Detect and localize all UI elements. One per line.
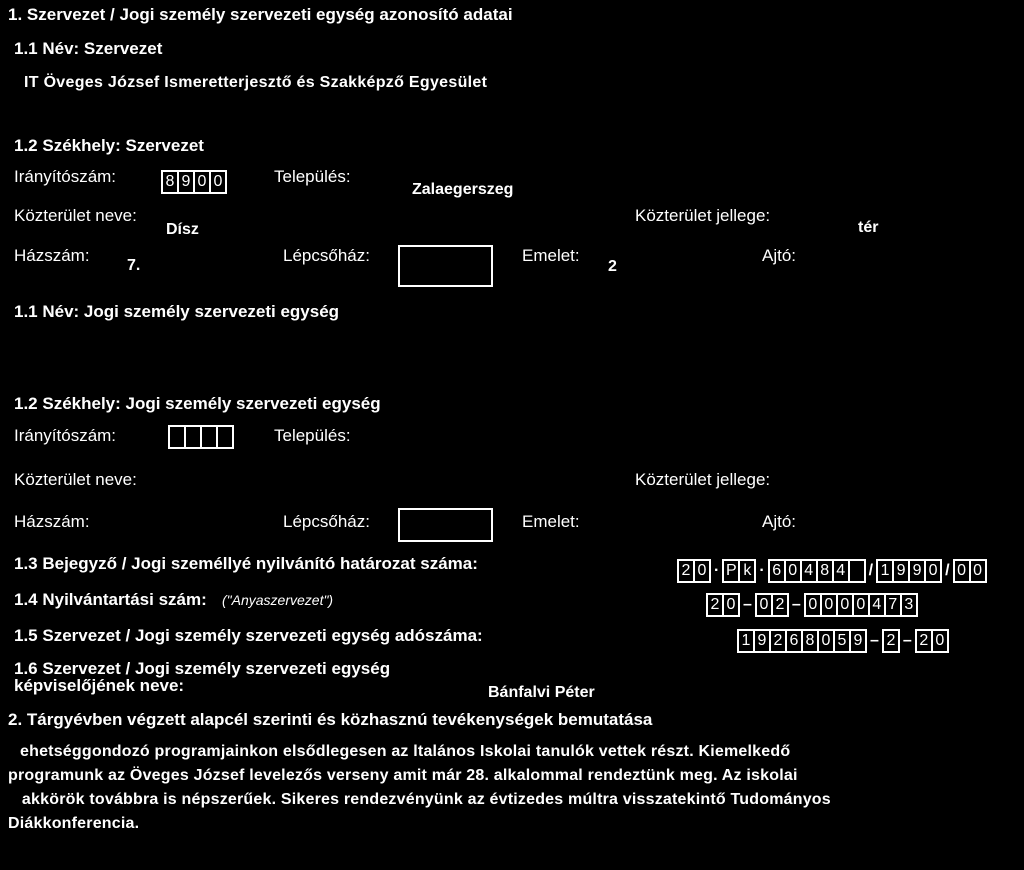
zip-digit-cell: 0 [193, 170, 211, 194]
org-house-number-label: Házszám: [14, 246, 90, 265]
code-cell: 6 [768, 559, 786, 583]
paragraph-line: akkörök továbbra is népszerűek. Sikeres rendezvényünk az évtizedes múltra visszatekintő Tudományos [8, 791, 831, 808]
representative-label-line1: 1.6 Szervezet / Jogi személy szervezeti egység [14, 659, 391, 678]
unit-name-heading: 1.1 Név: Jogi személy szervezeti egység [14, 302, 340, 321]
code-cell: 0 [804, 593, 822, 617]
paragraph-line: ehetséggondozó programjainkon elsődlegesen az ltalános Iskolai tanulók vettek részt. Kiemelkedő [20, 743, 791, 760]
code-cell: 4 [832, 559, 850, 583]
tax-number-label: 1.5 Szervezet / Jogi személy szervezeti egység adószáma: [14, 626, 483, 645]
org-street-name-label: Közterület neve: [14, 206, 137, 225]
code-cell: 3 [900, 593, 918, 617]
unit-zip-label: Irányítószám: [14, 426, 117, 445]
code-cell: 9 [753, 629, 771, 653]
org-street-type-value: tér [858, 219, 879, 236]
code-cell: 8 [816, 559, 834, 583]
code-cell: 0 [693, 559, 711, 583]
code-cell: 2 [882, 629, 900, 653]
code-cell: 0 [820, 593, 838, 617]
unit-house-number-label: Házszám: [14, 512, 90, 531]
code-cell: P [722, 559, 740, 583]
separator: / [868, 562, 874, 579]
separator: – [743, 596, 752, 613]
code-cell: 2 [771, 593, 789, 617]
separator: – [902, 632, 912, 649]
code-cell: 5 [833, 629, 851, 653]
code-cell: 4 [800, 559, 818, 583]
code-cell: 0 [931, 629, 949, 653]
code-cell: 7 [884, 593, 902, 617]
org-zip-label: Irányítószám: [14, 167, 117, 186]
registry-number-cells [706, 593, 918, 617]
separator: – [791, 596, 801, 613]
code-cell: 0 [836, 593, 854, 617]
unit-street-name-label: Közterület neve: [14, 470, 137, 489]
zip-digit-cell: 9 [177, 170, 195, 194]
code-cell: 0 [722, 593, 740, 617]
org-zip-cells [161, 170, 227, 194]
code-cell: 9 [849, 629, 867, 653]
code-cell: 0 [755, 593, 773, 617]
code-cell: 9 [908, 559, 926, 583]
code-cell: 9 [892, 559, 910, 583]
code-cell: 0 [817, 629, 835, 653]
tax-number-cells [737, 629, 949, 653]
zip-digit-cell: 8 [161, 170, 179, 194]
org-floor-label: Emelet: [522, 246, 580, 265]
code-cell: 6 [785, 629, 803, 653]
code-cell: 1 [876, 559, 894, 583]
separator: – [870, 632, 879, 649]
separator: / [945, 562, 950, 579]
zip-digit-cell [216, 425, 234, 449]
unit-staircase-box [398, 508, 493, 542]
code-cell: 2 [677, 559, 695, 583]
section-1-title: 1. Szervezet / Jogi személy szervezeti egység azonosító adatai [8, 5, 513, 24]
unit-staircase-label: Lépcsőház: [283, 512, 370, 531]
section-2-title: 2. Tárgyévben végzett alapcél szerinti és közhasznú tevékenységek bemutatása [8, 710, 653, 729]
code-cell: 4 [868, 593, 886, 617]
registry-number-label: 1.4 Nyilvántartási szám: [14, 590, 207, 609]
code-cell: 0 [924, 559, 942, 583]
unit-floor-label: Emelet: [522, 512, 580, 531]
unit-zip-cells [168, 425, 234, 449]
paragraph-line: Diákkonferencia. [8, 815, 140, 832]
code-cell: 2 [706, 593, 724, 617]
paragraph-line: programunk az Öveges József levelezős verseny amit már 28. alkalommal rendeztünk meg. Az iskolai [8, 767, 798, 784]
org-street-name-value: Dísz [166, 221, 199, 238]
representative-label-line2: képviselőjének neve: [14, 676, 185, 695]
representative-name: Bánfalvi Péter [488, 684, 595, 701]
org-name-heading: 1.1 Név: Szervezet [14, 39, 163, 58]
code-cell: 0 [784, 559, 802, 583]
unit-street-type-label: Közterület jellege: [635, 470, 771, 489]
org-door-label: Ajtó: [762, 246, 797, 265]
org-floor-value: 2 [608, 258, 617, 275]
org-street-type-label: Közterület jellege: [635, 206, 771, 225]
zip-digit-cell: 0 [209, 170, 227, 194]
code-cell: 1 [737, 629, 755, 653]
org-staircase-box [398, 245, 493, 287]
separator: · [759, 562, 765, 579]
code-cell: 2 [769, 629, 787, 653]
org-settlement-label: Település: [274, 167, 351, 186]
activities-paragraph [8, 740, 1018, 836]
code-cell: 8 [801, 629, 819, 653]
unit-door-label: Ajtó: [762, 512, 797, 531]
code-cell: 2 [915, 629, 933, 653]
code-cell: 0 [969, 559, 987, 583]
code-cell [848, 559, 866, 583]
org-settlement-value: Zalaegerszeg [412, 181, 514, 198]
unit-seat-heading: 1.2 Székhely: Jogi személy szervezeti egység [14, 394, 381, 413]
registration-decision-label: 1.3 Bejegyző / Jogi személlyé nyilvánító határozat száma: [14, 554, 478, 573]
code-cell: 0 [953, 559, 971, 583]
code-cell: k [738, 559, 756, 583]
org-name-value: IT Öveges József Ismeretterjesztő és Szakképző Egyesület [24, 74, 488, 91]
separator: · [714, 562, 720, 579]
unit-settlement-label: Település: [274, 426, 351, 445]
registry-number-note: ("Anyaszervezet") [222, 592, 334, 608]
org-seat-heading: 1.2 Székhely: Szervezet [14, 136, 204, 155]
org-staircase-label: Lépcsőház: [283, 246, 370, 265]
org-house-number-value: 7. [127, 257, 141, 274]
code-cell: 0 [852, 593, 870, 617]
registration-decision-cells [677, 559, 987, 583]
